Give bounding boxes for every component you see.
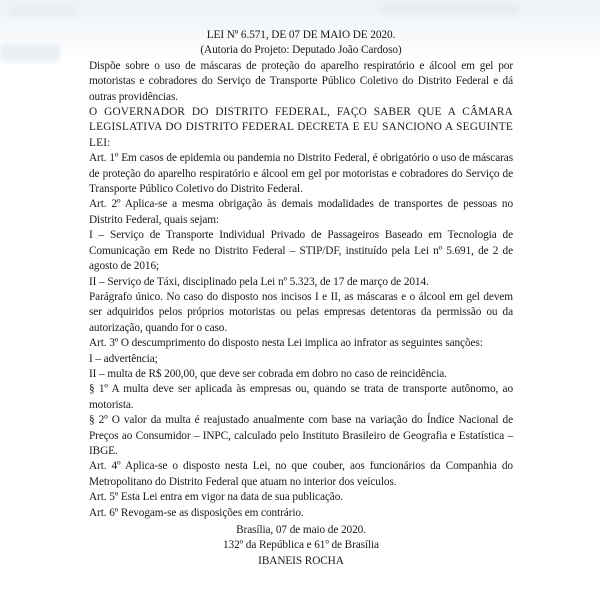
place-and-date: Brasília, 07 de maio de 2020.: [236, 524, 366, 536]
article-2-item-i: I – Serviço de Transporte Individual Privado de Passageiros Baseado em Tecnologia de Comunicação em Rede no Distrito Federal – STIP/DF, instituído pela Lei nº 5.691, de 2 de agosto de 2016;: [89, 229, 513, 273]
blurred-shape: [0, 44, 60, 62]
law-preamble: O GOVERNADOR DO DISTRITO FEDERAL, FAÇO SABER QUE A CÂMARA LEGISLATIVA DO DISTRITO FEDERAL DECRETA E EU SANCIONO A SEGUINTE LEI:: [89, 106, 513, 149]
article-3-item-ii: II – multa de R$ 200,00, que deve ser cobrada em dobro no caso de reincidência.: [89, 367, 447, 380]
article-1: Art. 1º Em casos de epidemia ou pandemia no Distrito Federal, é obrigatório o uso de máscaras de proteção do aparelho respiratório e álcool em gel por motoristas e cobradores do Serviço de Transporte Público Coletivo do Distrito Federal.: [89, 152, 513, 196]
signatory-name: IBANEIS ROCHA: [258, 554, 344, 567]
article-2: Art. 2º Aplica-se a mesma obrigação às demais modalidades de transportes de pessoas no Distrito Federal, quais sejam:: [89, 198, 513, 226]
law-title: LEI Nº 6.571, DE 07 DE MAIO DE 2020.: [206, 29, 396, 41]
blurred-shape: [380, 4, 520, 16]
article-3-paragraph-1: § 1º A multa deve ser aplicada às empresas ou, quando se trata de transporte autônomo, ao motorista.: [89, 383, 513, 411]
article-3-item-i: I – advertência;: [89, 352, 158, 365]
article-2-sole-paragraph: Parágrafo único. No caso do disposto nos incisos I e II, as máscaras e o álcool em gel devem ser adquiridos pelos próprios motoristas ou pelas empresas detentoras da permissão ou da autorização, quando for o caso.: [89, 290, 513, 334]
article-4: Art. 4º Aplica-se o disposto nesta Lei, no que couber, aos funcionários da Companhia do Metropolitano do Distrito Federal que atuam no interior dos veículos.: [89, 460, 513, 488]
blurred-shape: [8, 6, 78, 16]
law-authorship: (Autoria do Projeto: Deputado João Cardoso): [200, 44, 402, 57]
article-3-paragraph-2: § 2º O valor da multa é reajustado anualmente com base na variação do Índice Nacional de Preços ao Consumidor – INPC, calculado pelo Instituto Brasileiro de Geografia e Estatística – IBGE.: [89, 414, 513, 457]
republic-year: 132º da República e 61º de Brasília: [223, 539, 379, 552]
article-6: Art. 6º Revogam-se as disposições em contrário.: [89, 506, 304, 519]
law-ementa: Dispõe sobre o uso de máscaras de proteção do aparelho respiratório e álcool em gel por motoristas e cobradores do Serviço de Transporte Público Coletivo do Distrito Federal e dá outras providências.: [89, 59, 513, 103]
article-3: Art. 3º O descumprimento do disposto nesta Lei implica ao infrator as seguintes sanções:: [89, 337, 483, 350]
law-document: [89, 28, 513, 569]
article-5: Art. 5º Esta Lei entra em vigor na data de sua publicação.: [89, 491, 343, 504]
article-2-item-ii: II – Serviço de Táxi, disciplinado pela Lei nº 5.323, de 17 de março de 2014.: [89, 275, 429, 288]
